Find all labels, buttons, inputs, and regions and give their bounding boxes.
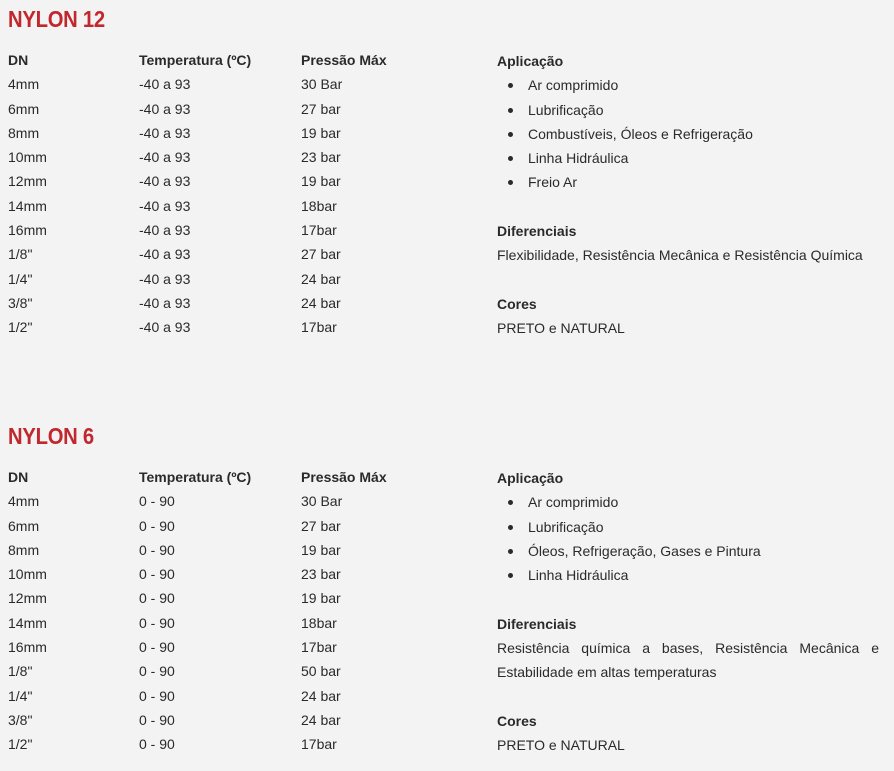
table-row xyxy=(8,709,488,733)
table-row xyxy=(8,587,488,611)
differentials-heading: Diferenciais xyxy=(497,615,577,632)
application-list xyxy=(497,490,879,587)
application-heading: Aplicação xyxy=(497,53,564,69)
info-panel xyxy=(497,466,879,758)
dn-cell: 10mm xyxy=(8,149,47,166)
pressure-cell: 24 bar xyxy=(301,270,341,287)
pressure-cell: 24 bar xyxy=(301,294,341,311)
colors-heading: Cores xyxy=(497,295,537,312)
dn-cell: 1/4" xyxy=(8,270,33,287)
differentials-heading: Diferenciais xyxy=(497,223,577,240)
temperature-cell: -40 a 93 xyxy=(139,197,191,214)
table-row xyxy=(8,539,488,563)
temperature-cell: 0 - 90 xyxy=(139,687,175,704)
pressure-cell: 23 bar xyxy=(301,149,341,166)
differentials-text: Resistência química a bases, Resistência Mecânica e Estabilidade em altas temperaturas xyxy=(497,640,879,681)
dn-cell: 1/4" xyxy=(8,687,33,704)
temperature-cell: -40 a 93 xyxy=(139,173,191,190)
table-row xyxy=(8,563,488,587)
colors-text: PRETO e NATURAL xyxy=(497,737,625,754)
table-row xyxy=(8,685,488,709)
pressure-cell: 19 bar xyxy=(301,541,341,558)
pressure-cell: 50 bar xyxy=(301,663,341,680)
pressure-cell: 17bar xyxy=(301,319,337,336)
application-item: Óleos, Refrigeração, Gases e Pintura xyxy=(497,539,879,563)
pressure-cell: 24 bar xyxy=(301,711,341,728)
dn-cell: 6mm xyxy=(8,100,40,117)
temperature-cell: 0 - 90 xyxy=(139,663,175,680)
table-row xyxy=(8,98,488,122)
dn-cell: 1/8" xyxy=(8,246,33,263)
table-row xyxy=(8,316,488,340)
dn-cell: 16mm xyxy=(8,639,47,656)
application-heading: Aplicação xyxy=(497,470,564,486)
dn-cell: 12mm xyxy=(8,590,47,607)
table-row xyxy=(8,73,488,97)
application-item: Linha Hidráulica xyxy=(497,146,879,170)
dn-cell: 8mm xyxy=(8,541,40,558)
pressure-cell: 18bar xyxy=(301,614,337,631)
pressure-cell: 30 Bar xyxy=(301,493,343,510)
pressure-cell: 17bar xyxy=(301,222,337,239)
info-panel xyxy=(497,49,879,341)
pressure-cell: 17bar xyxy=(301,736,337,753)
temperature-cell: -40 a 93 xyxy=(139,319,191,336)
dn-cell: 12mm xyxy=(8,173,47,190)
table-row xyxy=(8,733,488,757)
dn-cell: 6mm xyxy=(8,517,40,534)
dn-cell: 1/2" xyxy=(8,736,33,753)
specs-table xyxy=(8,49,488,341)
section-title: NYLON 6 xyxy=(8,423,94,449)
pressure-cell: 19 bar xyxy=(301,590,341,607)
application-item: Lubrificação xyxy=(497,515,879,539)
dn-cell: 4mm xyxy=(8,76,40,93)
pressure-cell: 19 bar xyxy=(301,173,341,190)
dn-cell: 3/8" xyxy=(8,711,33,728)
pressure-cell: 17bar xyxy=(301,639,337,656)
temperature-cell: 0 - 90 xyxy=(139,736,175,753)
temperature-cell: Temperatura (ºC) xyxy=(139,52,252,68)
table-row xyxy=(8,170,488,194)
dn-cell: 14mm xyxy=(8,197,47,214)
dn-cell: DN xyxy=(8,469,29,485)
table-row xyxy=(8,292,488,316)
temperature-cell: -40 a 93 xyxy=(139,222,191,239)
temperature-cell: 0 - 90 xyxy=(139,614,175,631)
dn-cell: 8mm xyxy=(8,124,40,141)
application-item: Combustíveis, Óleos e Refrigeração xyxy=(497,122,879,146)
table-row xyxy=(8,660,488,684)
table-header-row xyxy=(8,466,488,490)
temperature-cell: 0 - 90 xyxy=(139,541,175,558)
specs-table xyxy=(8,466,488,758)
table-row xyxy=(8,195,488,219)
pressure-cell: 24 bar xyxy=(301,687,341,704)
application-item: Freio Ar xyxy=(497,170,879,194)
pressure-cell: 27 bar xyxy=(301,100,341,117)
temperature-cell: 0 - 90 xyxy=(139,493,175,510)
dn-cell: 1/8" xyxy=(8,663,33,680)
dn-cell: 14mm xyxy=(8,614,47,631)
temperature-cell: -40 a 93 xyxy=(139,149,191,166)
temperature-cell: -40 a 93 xyxy=(139,270,191,287)
table-row xyxy=(8,268,488,292)
temperature-cell: 0 - 90 xyxy=(139,566,175,583)
pressure-cell: 19 bar xyxy=(301,124,341,141)
application-list xyxy=(497,73,879,194)
temperature-cell: -40 a 93 xyxy=(139,124,191,141)
dn-cell: 16mm xyxy=(8,222,47,239)
application-item: Ar comprimido xyxy=(497,73,879,97)
pressure-cell: Pressão Máx xyxy=(301,52,387,68)
temperature-cell: -40 a 93 xyxy=(139,76,191,93)
table-row xyxy=(8,515,488,539)
table-row xyxy=(8,636,488,660)
dn-cell: DN xyxy=(8,52,29,68)
temperature-cell: -40 a 93 xyxy=(139,246,191,263)
table-header-row xyxy=(8,49,488,73)
colors-text: PRETO e NATURAL xyxy=(497,320,625,337)
table-row xyxy=(8,490,488,514)
dn-cell: 4mm xyxy=(8,493,40,510)
table-row xyxy=(8,219,488,243)
application-item: Linha Hidráulica xyxy=(497,563,879,587)
pressure-cell: 27 bar xyxy=(301,517,341,534)
pressure-cell: 23 bar xyxy=(301,566,341,583)
pressure-cell: 18bar xyxy=(301,197,337,214)
temperature-cell: -40 a 93 xyxy=(139,294,191,311)
section-title: NYLON 12 xyxy=(8,6,105,32)
temperature-cell: 0 - 90 xyxy=(139,639,175,656)
temperature-cell: 0 - 90 xyxy=(139,590,175,607)
application-item: Lubrificação xyxy=(497,98,879,122)
pressure-cell: 27 bar xyxy=(301,246,341,263)
application-item: Ar comprimido xyxy=(497,490,879,514)
dn-cell: 3/8" xyxy=(8,294,33,311)
dn-cell: 1/2" xyxy=(8,319,33,336)
table-row xyxy=(8,612,488,636)
temperature-cell: -40 a 93 xyxy=(139,100,191,117)
table-row xyxy=(8,146,488,170)
differentials-text: Flexibilidade, Resistência Mecânica e Resistência Química xyxy=(497,247,863,264)
temperature-cell: 0 - 90 xyxy=(139,711,175,728)
temperature-cell: 0 - 90 xyxy=(139,517,175,534)
table-row xyxy=(8,243,488,267)
table-row xyxy=(8,122,488,146)
pressure-cell: Pressão Máx xyxy=(301,469,387,485)
temperature-cell: Temperatura (ºC) xyxy=(139,469,252,485)
colors-heading: Cores xyxy=(497,712,537,729)
dn-cell: 10mm xyxy=(8,566,47,583)
pressure-cell: 30 Bar xyxy=(301,76,343,93)
